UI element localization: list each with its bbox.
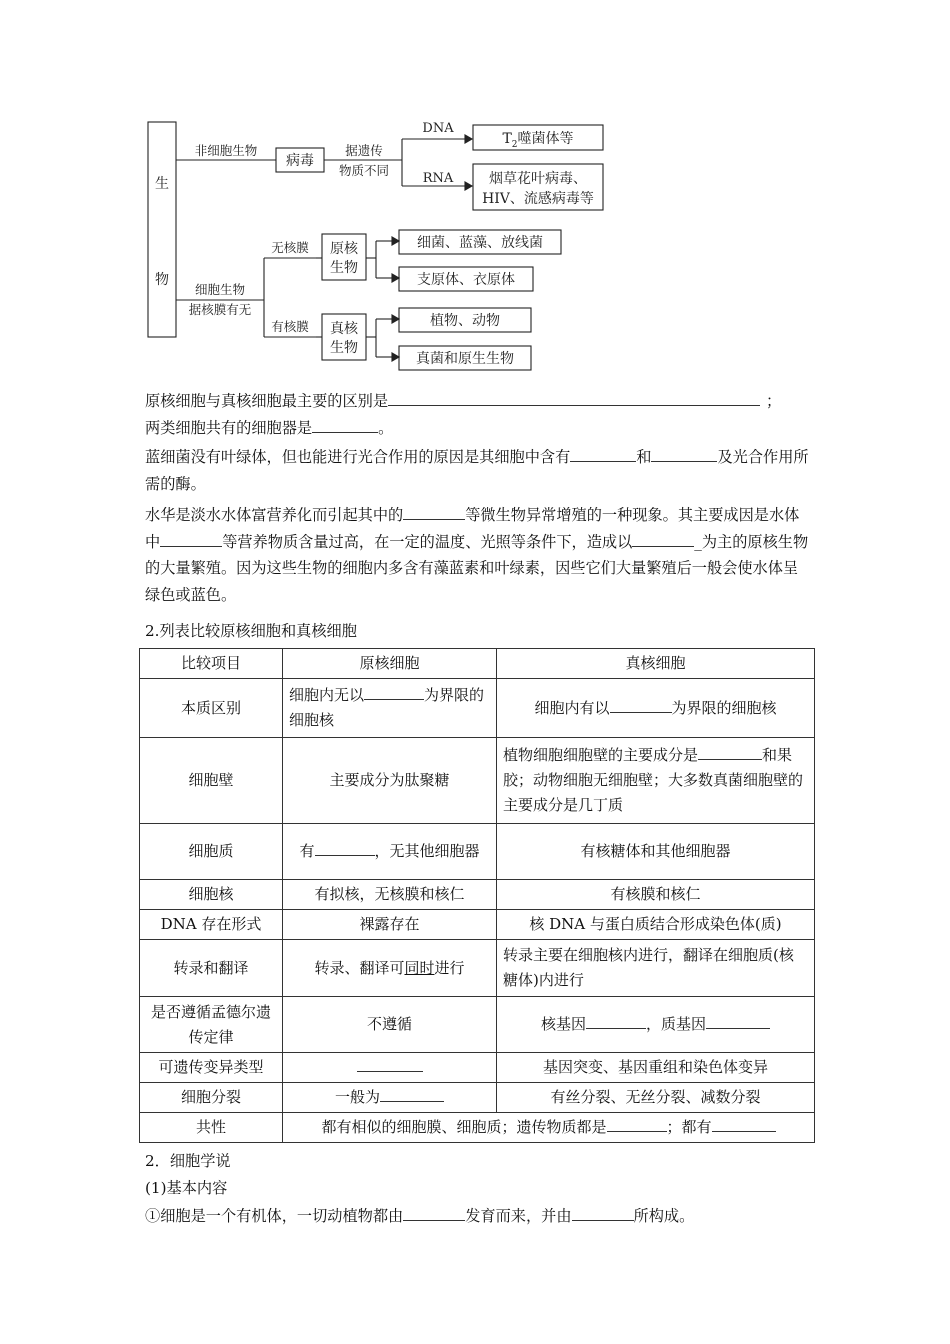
non-cell-label: 非细胞生物 [194, 143, 258, 158]
row-eu: 植物细胞细胞壁的主要成分是 和果胶；动物细胞无细胞壁；大多数真菌细胞壁的主要成分是几丁质 [497, 738, 815, 824]
blank-input[interactable] [607, 1118, 667, 1132]
classification-diagram [140, 112, 620, 374]
row-eu: 核 DNA 与蛋白质结合形成染色体(质) [497, 910, 815, 940]
row-common: 都有相似的细胞膜、细胞质；遗传物质都是 ；都有 [283, 1113, 815, 1143]
row-item: 共性 [140, 1113, 283, 1143]
table-row [140, 1113, 815, 1143]
cell-label: 细胞生物 [194, 282, 246, 297]
row-eu: 细胞内有以 为界限的细胞核 [497, 679, 815, 738]
section-2-title: 2.列表比较原核细胞和真核细胞 [145, 622, 357, 640]
blank-input[interactable] [403, 1207, 465, 1221]
row-pro: 一般为 [283, 1083, 497, 1113]
root-box [148, 122, 176, 337]
blank-input[interactable] [572, 1207, 634, 1221]
comparison-table [139, 648, 815, 1143]
blank-input[interactable] [160, 532, 222, 547]
blank-input[interactable] [632, 532, 694, 547]
row-item: 细胞分裂 [140, 1083, 283, 1113]
prokaryote-label-1: 原核 [330, 241, 358, 257]
header-cell: 原核细胞 [283, 649, 497, 679]
eu-a-label: 植物、动物 [430, 313, 500, 329]
header-cell: 真核细胞 [497, 649, 815, 679]
no-membrane-label: 无核膜 [271, 240, 309, 255]
row-item: DNA 存在形式 [140, 910, 283, 940]
blank-input[interactable] [388, 391, 760, 406]
prokaryote-label-2: 生物 [330, 260, 358, 276]
table-header-row [140, 649, 815, 679]
rna-virus-label-1: 烟草花叶病毒、 [489, 171, 587, 187]
virus-label: 病毒 [286, 153, 314, 169]
table-row [140, 997, 815, 1053]
row-pro: 有拟核，无核膜和核仁 [283, 880, 497, 910]
row-item: 细胞核 [140, 880, 283, 910]
row-pro: 裸露存在 [283, 910, 497, 940]
table-row [140, 738, 815, 824]
paragraph-cyanobacteria: 蓝细菌没有叶绿体，但也能进行光合作用的原因是其细胞中含有 和 及光合作用所需的酶。 [145, 448, 809, 493]
row-pro: 不遵循 [283, 997, 497, 1053]
rna-label: RNA [422, 171, 454, 186]
blank-input[interactable] [315, 842, 375, 856]
paragraph-water-bloom: 水华是淡水水体富营养化而引起其中的 等微生物异常增殖的一种现象。其主要成因是水体中 等营养物质含量过高，在一定的温度、光照等条件下，造成以 _为主的原核生物的大量繁殖。因为这些生物的细胞内多含有藻蓝素和叶绿素，因些它们大量繁殖后一般会使水体呈绿色或蓝色。 [145, 506, 809, 604]
row-item: 本质区别 [140, 679, 283, 738]
membrane-label: 据核膜有无 [188, 302, 252, 317]
paragraph-main-difference: 原核细胞与真核细胞最主要的区别是 ； [145, 392, 782, 410]
header-cell: 比较项目 [140, 649, 283, 679]
row-pro: 细胞内无以 为界限的细胞核 [283, 679, 497, 738]
section-3-title: 2．细胞学说 [145, 1152, 231, 1170]
table-row [140, 1053, 815, 1083]
blank-input[interactable] [712, 1118, 776, 1132]
row-item: 可遗传变异类型 [140, 1053, 283, 1083]
blank-input[interactable] [403, 505, 465, 520]
has-membrane-label: 有核膜 [271, 319, 309, 334]
table-row [140, 940, 815, 997]
blank-input[interactable] [706, 1015, 770, 1029]
blank-input[interactable] [380, 1088, 444, 1102]
table-row [140, 824, 815, 880]
row-item: 是否遵循孟德尔遗传定律 [140, 997, 283, 1053]
eukaryote-label-1: 真核 [330, 321, 358, 337]
pro-b-label: 支原体、衣原体 [417, 272, 515, 288]
root-char-2: 物 [155, 272, 169, 288]
blank-input[interactable] [586, 1015, 646, 1029]
blank-input[interactable] [570, 447, 636, 462]
blank-input[interactable] [651, 447, 717, 462]
row-eu: 基因突变、基因重组和染色体变异 [497, 1053, 815, 1083]
table-row [140, 880, 815, 910]
genetic-material-label-1: 据遗传 [345, 143, 383, 158]
eukaryote-label-2: 生物 [330, 340, 358, 356]
row-item: 细胞壁 [140, 738, 283, 824]
row-eu: 核基因 ，质基因 [497, 997, 815, 1053]
row-eu: 有丝分裂、无丝分裂、减数分裂 [497, 1083, 815, 1113]
row-pro: 有 ，无其他细胞器 [283, 824, 497, 880]
rna-virus-label-2: HIV、流感病毒等 [482, 191, 594, 207]
blank-input[interactable] [698, 746, 762, 760]
paragraph-shared-organelle: 两类细胞共有的细胞器是 。 [145, 419, 394, 437]
section-3-subtitle: (1)基本内容 [145, 1179, 228, 1197]
row-item: 转录和翻译 [140, 940, 283, 997]
blank-input[interactable] [312, 418, 378, 433]
pro-a-label: 细菌、蓝藻、放线菌 [417, 235, 543, 251]
row-item: 细胞质 [140, 824, 283, 880]
blank-input[interactable] [610, 699, 672, 713]
genetic-material-label-2: 物质不同 [338, 163, 390, 178]
row-eu: 转录主要在细胞核内进行，翻译在细胞质(核糖体)内进行 [497, 940, 815, 997]
row-pro [283, 1053, 497, 1083]
t2-label: $T_2$噬菌体等 [502, 131, 574, 150]
dna-label: DNA [422, 121, 454, 136]
root-char-1: 生 [155, 176, 169, 192]
row-pro: 主要成分为肽聚糖 [283, 738, 497, 824]
section-3-item-1: ①细胞是一个有机体，一切动植物都由 发育而来，并由 所构成。 [145, 1207, 695, 1225]
table-row [140, 1083, 815, 1113]
row-eu: 有核糖体和其他细胞器 [497, 824, 815, 880]
table-row [140, 910, 815, 940]
blank-input[interactable] [357, 1058, 423, 1072]
blank-input[interactable] [364, 686, 424, 700]
row-eu: 有核膜和核仁 [497, 880, 815, 910]
eu-b-label: 真菌和原生生物 [416, 351, 514, 367]
row-pro: 转录、翻译可同时进行 [283, 940, 497, 997]
table-row [140, 679, 815, 738]
